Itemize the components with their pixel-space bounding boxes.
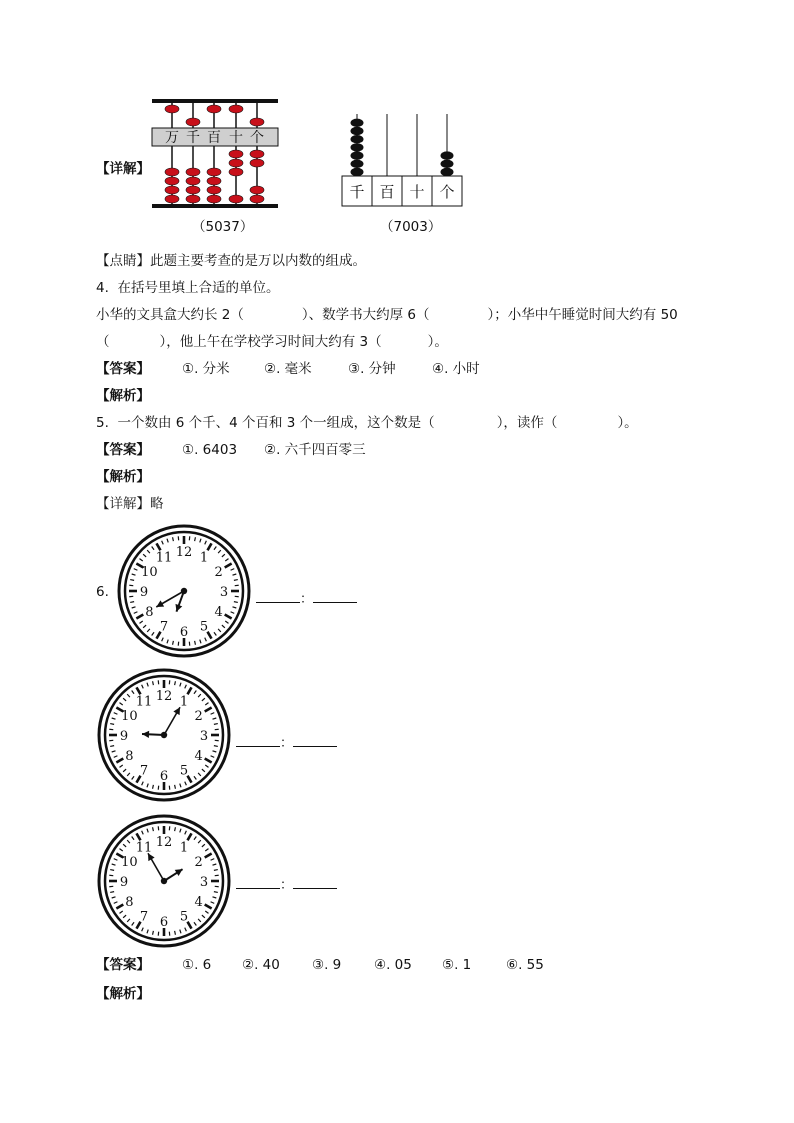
counter-bead — [441, 151, 454, 159]
clock-number: 12 — [155, 835, 173, 850]
clock-minute-tick — [110, 724, 114, 725]
counter-bead — [351, 160, 364, 168]
abacus-lower-bead — [207, 168, 221, 176]
clock-minute-tick — [130, 580, 134, 581]
q5-answer-2: ②. 六千四百零三 — [264, 442, 366, 458]
q4-line2-part-b: ），他上午在学校学习时间大约有 3（ — [159, 334, 382, 350]
clock-minute-tick — [195, 537, 196, 541]
q5-text-part-b: ），读作（ — [496, 415, 558, 431]
q4-line2-part-a: （ — [96, 334, 110, 350]
clock-number: 10 — [121, 709, 138, 724]
clock-1-hour-blank — [256, 592, 300, 603]
q4-answer-4: ④. 小时 — [432, 361, 480, 377]
clock-number: 8 — [145, 605, 154, 620]
abacus-lower-bead — [207, 186, 221, 194]
abacus-lower-bead — [250, 186, 264, 194]
clock-number: 10 — [121, 855, 138, 870]
q5-analysis-label: 【解析】 — [96, 469, 150, 485]
clock-number: 9 — [119, 729, 129, 744]
abacus-lower-bead — [229, 150, 243, 158]
abacus-label-wan: 万 — [165, 130, 179, 146]
abacus-lower-bead — [207, 177, 221, 185]
abacus-lower-bead — [186, 195, 200, 203]
clock-2-colon: ： — [280, 736, 294, 751]
clock-center-pin — [161, 732, 167, 738]
clock-3-minute-blank — [293, 878, 337, 889]
counter-bead — [351, 143, 364, 151]
abacus-lower-bead — [165, 186, 179, 194]
q6-answer-1: ①. 6 — [182, 957, 212, 973]
q6-answer-3: ③. 9 — [312, 957, 342, 973]
clock-number: 2 — [194, 709, 203, 724]
counter-label-ge: 个 — [439, 183, 455, 201]
clock-minute-tick — [214, 724, 218, 725]
abacus-upper-bead — [186, 118, 200, 126]
clock-number: 5 — [199, 619, 209, 635]
clock-3 — [96, 813, 232, 949]
abacus-label-ge: 个 — [250, 130, 264, 146]
q6-answer-4: ④. 05 — [374, 957, 412, 973]
clock-minute-tick — [214, 870, 218, 871]
detail-label: 【详解】 — [96, 161, 150, 177]
clock-number: 11 — [135, 694, 153, 710]
counter-bead — [351, 168, 364, 176]
q5-text-part-c: ）。 — [617, 415, 638, 431]
clock-number: 8 — [125, 895, 134, 910]
q4-answer-label: 【答案】 — [96, 361, 150, 377]
abacus-upper-bead — [165, 105, 179, 113]
abacus-upper-bead — [250, 118, 264, 126]
abacus-lower-bead — [165, 195, 179, 203]
clock-number: 7 — [139, 763, 149, 779]
clock-minute-tick — [214, 746, 218, 747]
clock-minute-tick — [173, 641, 174, 645]
q4-analysis-label: 【解析】 — [96, 388, 150, 404]
q4-line1-part-a: 小华的文具盒大约长 2（ — [96, 307, 244, 323]
counter-bead — [351, 127, 364, 135]
q4-line1 — [96, 306, 678, 324]
clock-number: 4 — [194, 749, 203, 764]
q5-answer-1: ①. 6403 — [182, 442, 238, 458]
clock-minute-tick — [234, 580, 238, 581]
q4-line1-part-b: ）、数学书大约厚 6（ — [301, 307, 430, 323]
clock-number: 11 — [135, 840, 153, 856]
q4-line2 — [96, 333, 448, 351]
q4-title: 4. 在括号里填上合适的单位。 — [96, 280, 280, 296]
clock-minute-tick — [130, 602, 134, 603]
clock-number: 6 — [159, 915, 169, 930]
clock-number: 6 — [159, 769, 169, 784]
clock-number: 5 — [179, 909, 189, 925]
abacus-lower-bead — [165, 177, 179, 185]
q6-answer-5: ⑤. 1 — [442, 957, 472, 973]
counter-bead — [441, 160, 454, 168]
clock-number: 7 — [159, 619, 169, 635]
clock-minute-tick — [153, 931, 154, 935]
clock-number: 11 — [155, 550, 173, 566]
clock-3-answer-line — [236, 874, 337, 893]
clock-2 — [96, 667, 232, 803]
clock-3-hour-blank — [236, 878, 280, 889]
clock-1 — [116, 523, 252, 659]
clock-1-minute-blank — [313, 592, 357, 603]
clock-minute-tick — [175, 681, 176, 685]
clock-minute-tick — [153, 681, 154, 685]
clock-number: 2 — [214, 565, 223, 580]
abacus-lower-bead — [186, 177, 200, 185]
abacus-upper-bead — [207, 105, 221, 113]
counter-caption: （7003） — [380, 219, 442, 235]
counter-label-shi: 十 — [409, 183, 425, 201]
q6-answer-2: ②. 40 — [242, 957, 280, 973]
clock-3-colon: ： — [280, 878, 294, 893]
clock-number: 3 — [199, 729, 209, 744]
q5-text-part-a: 5. 一个数由 6 个千、4 个百和 3 个一组成，这个数是（ — [96, 415, 435, 431]
clock-number: 8 — [125, 749, 134, 764]
clock-number: 1 — [199, 550, 209, 566]
q5-text — [96, 414, 638, 432]
abacus-lower-bead — [186, 186, 200, 194]
clock-minute-tick — [153, 827, 154, 831]
counter-bead — [351, 135, 364, 143]
clock-center-pin — [161, 878, 167, 884]
q5-answer-label: 【答案】 — [96, 442, 150, 458]
clock-2-answer-line — [236, 732, 337, 751]
clock-number: 10 — [141, 565, 158, 580]
abacus-lower-bead — [250, 195, 264, 203]
clock-number: 9 — [139, 585, 149, 600]
abacus-lower-bead — [250, 150, 264, 158]
abacus-lower-bead — [229, 168, 243, 176]
clock-number: 1 — [179, 694, 189, 710]
abacus-label-qian: 千 — [186, 130, 200, 146]
abacus-lower-bead — [165, 168, 179, 176]
clock-2-hour-blank — [236, 736, 280, 747]
clock-minute-tick — [110, 746, 114, 747]
clock-minute-tick — [234, 602, 238, 603]
clock-1-answer-line — [256, 588, 357, 607]
q6-answer-label: 【答案】 — [96, 957, 150, 973]
abacus-lower-bead — [229, 195, 243, 203]
clock-number: 3 — [199, 875, 209, 890]
abacus-lower-bead — [250, 159, 264, 167]
clock-minute-tick — [175, 827, 176, 831]
clock-number: 12 — [175, 545, 193, 560]
clock-minute-tick — [173, 537, 174, 541]
abacus-upper-bead — [229, 105, 243, 113]
clock-minute-tick — [110, 870, 114, 871]
abacus-lower-bead — [186, 168, 200, 176]
abacus-caption: （5037） — [192, 219, 254, 235]
q6-analysis-label: 【解析】 — [96, 986, 150, 1002]
counter-bead — [351, 119, 364, 127]
q4-answer-1: ①. 分米 — [182, 361, 230, 377]
clock-minute-tick — [110, 892, 114, 893]
counter-bead — [441, 168, 454, 176]
clock-number: 5 — [179, 763, 189, 779]
q4-answer-3: ③. 分钟 — [348, 361, 396, 377]
q6-number: 6. — [96, 584, 109, 600]
clock-minute-tick — [175, 931, 176, 935]
clock-number: 2 — [194, 855, 203, 870]
counter-label-bai: 百 — [379, 183, 395, 201]
clock-minute-tick — [153, 785, 154, 789]
abacus-label-bai: 百 — [207, 130, 221, 146]
clock-number: 12 — [155, 689, 173, 704]
clock-center-pin — [181, 588, 187, 594]
clock-minute-tick — [175, 785, 176, 789]
abacus-label-shi: 十 — [229, 130, 243, 146]
q5-detail-line: 【详解】略 — [96, 496, 164, 512]
clock-number: 6 — [179, 625, 189, 640]
clock-minute-tick — [214, 892, 218, 893]
clock-minute-tick — [195, 641, 196, 645]
abacus-lower-bead — [207, 195, 221, 203]
q6-answer-6: ⑥. 55 — [506, 957, 544, 973]
abacus-lower-bead — [229, 159, 243, 167]
counter-diagram — [338, 110, 468, 210]
clock-2-minute-blank — [293, 736, 337, 747]
q4-line1-part-c: ）；小华中午睡觉时间大约有 50 — [487, 307, 678, 323]
q4-answer-2: ②. 毫米 — [264, 361, 312, 377]
clock-number: 3 — [219, 585, 229, 600]
clock-1-colon: ： — [300, 592, 314, 607]
counter-label-qian: 千 — [349, 183, 365, 201]
clock-number: 4 — [214, 605, 223, 620]
clock-number: 7 — [139, 909, 149, 925]
clock-number: 4 — [194, 895, 203, 910]
point-line: 【点睛】此题主要考查的是万以内数的组成。 — [96, 253, 366, 269]
abacus-diagram — [150, 96, 280, 216]
counter-bead — [351, 151, 364, 159]
clock-number: 9 — [119, 875, 129, 890]
q4-line2-part-c: ）。 — [427, 334, 448, 350]
clock-number: 1 — [179, 840, 189, 856]
